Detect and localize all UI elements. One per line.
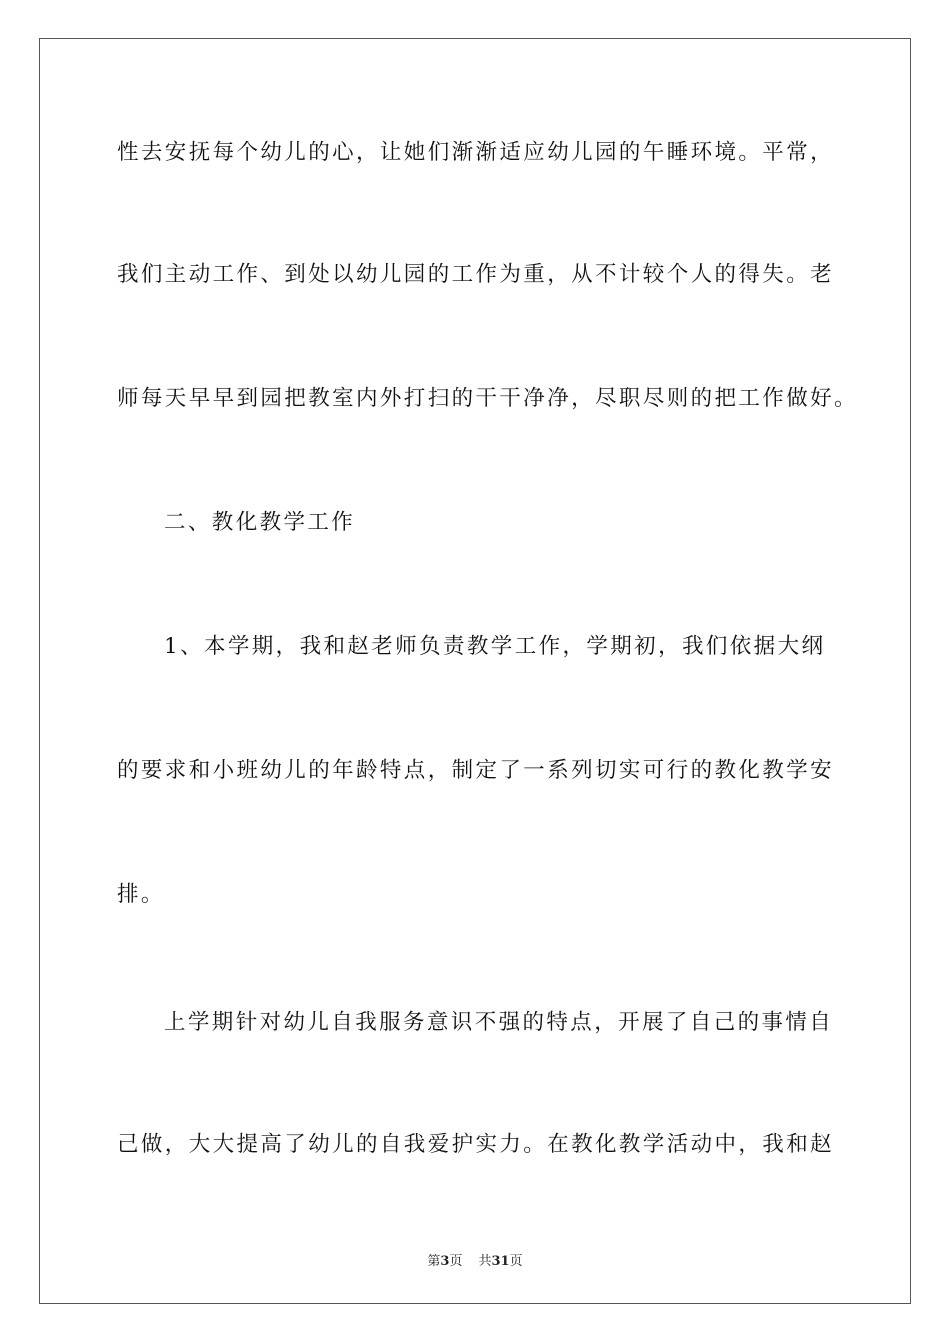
paragraph-line-8: 上学期针对幼儿自我服务意识不强的特点，开展了自己的事情自 (164, 1010, 834, 1035)
page-footer (0, 1250, 950, 1269)
section-heading: 二、教化教学工作 (164, 510, 356, 535)
footer-page-prefix: 第 (427, 1254, 441, 1269)
footer-page-number: 3 (440, 1254, 450, 1269)
page-border (39, 38, 911, 1304)
footer-total-prefix: 共 (478, 1254, 492, 1269)
paragraph-line-1: 性去安抚每个幼儿的心，让她们渐渐适应幼儿园的午睡环境。平常， (117, 140, 835, 165)
footer-page-suffix: 页 (449, 1254, 463, 1269)
paragraph-line-5: 1、本学期，我和赵老师负责教学工作，学期初，我们依据大纲 (164, 634, 826, 659)
paragraph-line-7: 排。 (117, 882, 165, 907)
paragraph-line-2: 我们主动工作、到处以幼儿园的工作为重，从不计较个人的得失。老 (117, 262, 835, 287)
footer-total-pages: 31 (491, 1254, 510, 1269)
footer-total-suffix: 页 (509, 1254, 523, 1269)
paragraph-line-6: 的要求和小班幼儿的年龄特点，制定了一系列切实可行的教化教学安 (117, 758, 835, 783)
paragraph-line-9: 己做，大大提高了幼儿的自我爱护实力。在教化教学活动中，我和赵 (117, 1132, 835, 1157)
paragraph-line-3: 师每天早早到园把教室内外打扫的干干净净，尽职尽则的把工作做好。 (117, 386, 858, 411)
